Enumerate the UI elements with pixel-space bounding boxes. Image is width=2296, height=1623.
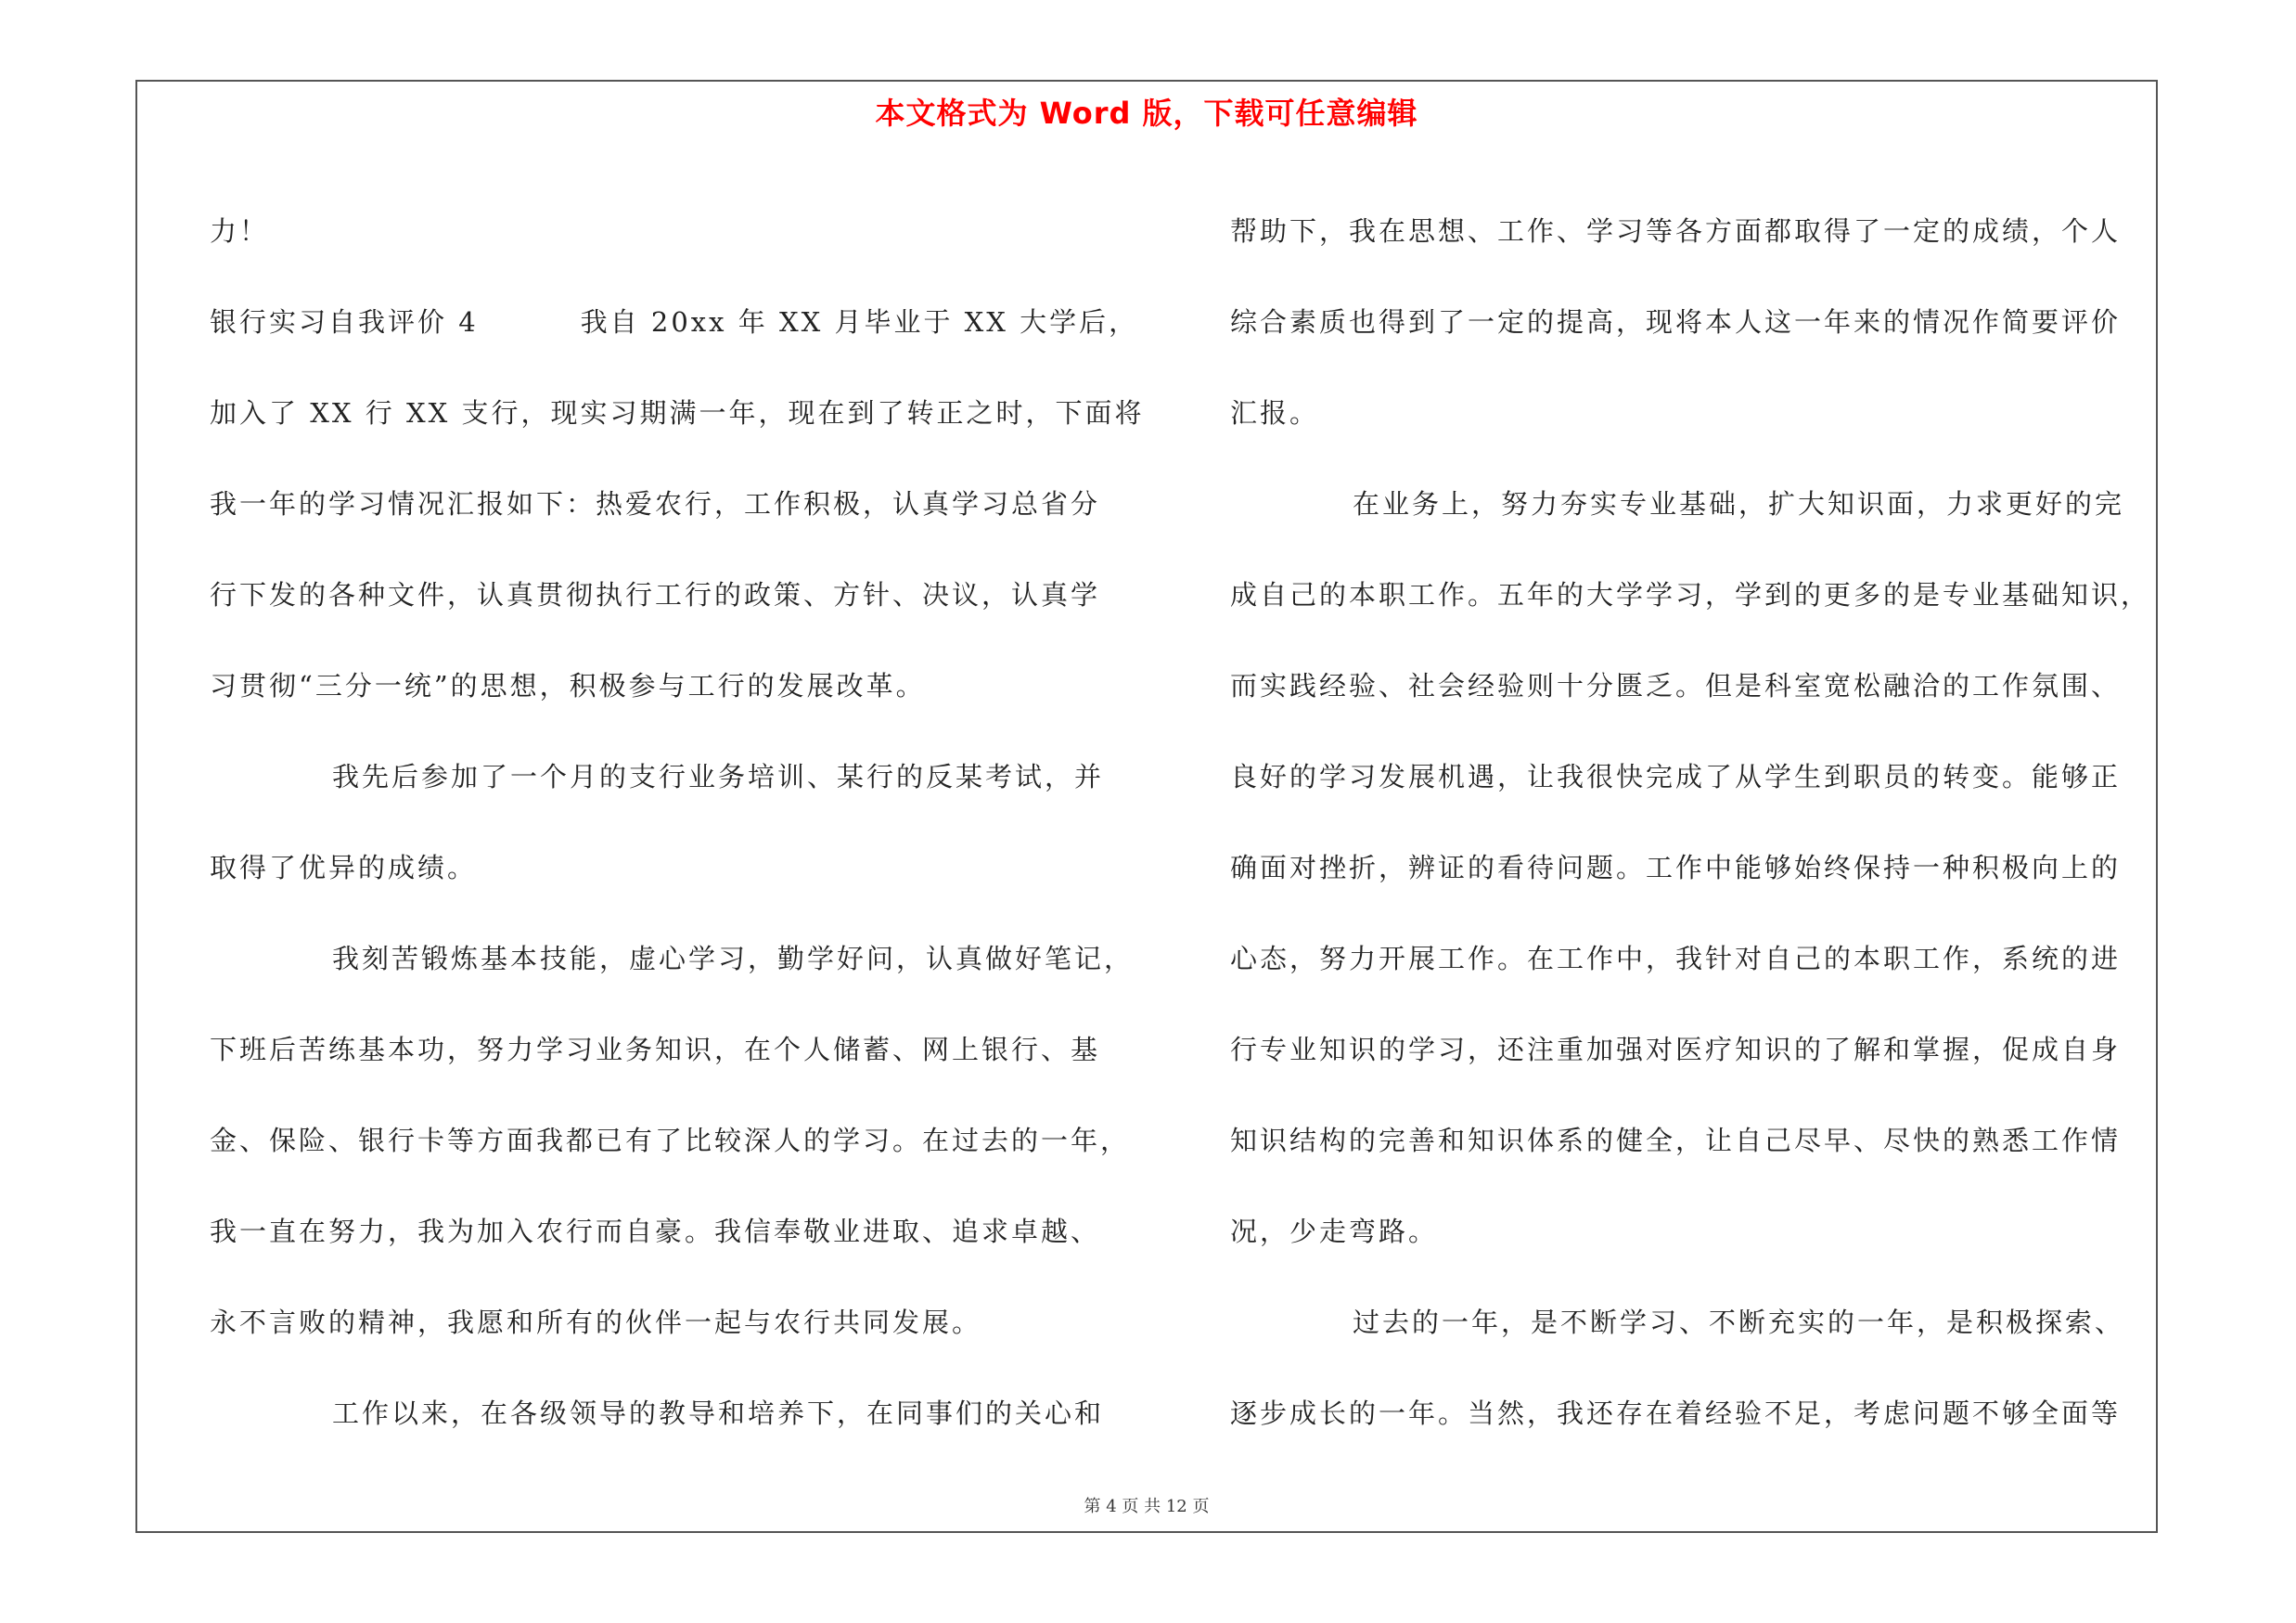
text-line: 确面对挫折，辨证的看待问题。工作中能够始终保持一种积极向上的	[1230, 852, 2122, 883]
text-line: 下班后苦练基本功，努力学习业务知识，在个人储蓄、网上银行、基	[210, 1034, 1101, 1065]
text-line	[210, 1368, 1137, 1459]
text-line	[210, 913, 1137, 1004]
text-line: 知识结构的完善和知识体系的健全，让自己尽早、尽快的熟悉工作情	[1230, 1125, 2122, 1156]
text-line: 习贯彻“三分一统”的思想，积极参与工行的发展改革。	[210, 670, 926, 702]
text-line: 逐步成长的一年。当然，我还存在着经验不足，考虑问题不够全面等	[1230, 1398, 2122, 1429]
text-line: 良好的学习发展机遇，让我很快完成了从学生到职员的转变。能够正	[1230, 761, 2122, 792]
text-line: 而实践经验、社会经验则十分匮乏。但是科室宽松融洽的工作氛围、	[1230, 670, 2122, 702]
text-line	[1230, 458, 2148, 549]
text-line: 金、保险、银行卡等方面我都已有了比较深人的学习。在过去的一年，	[210, 1125, 1131, 1156]
left-text-column	[210, 186, 1145, 1459]
format-banner: 本文格式为 Word 版，下载可任意编辑	[875, 96, 1418, 131]
text-line	[1230, 1277, 2148, 1368]
text-line: 我一年的学习情况汇报如下：热爱农行，工作积极，认真学习总省分	[210, 488, 1101, 520]
paragraph-start: 我刻苦锻炼基本技能，虚心学习，勤学好问，认真做好笔记，	[332, 943, 1135, 974]
paragraph-start: 工作以来，在各级领导的教导和培养下，在同事们的关心和	[332, 1398, 1105, 1429]
text-line: 力！	[210, 215, 270, 247]
right-text-column	[1230, 186, 2151, 1459]
text-line	[210, 277, 1137, 367]
document-page	[135, 80, 2158, 1533]
paragraph-start: 我自 20xx 年 XX 月毕业于 XX 大学后，	[580, 306, 1139, 338]
text-line: 行专业知识的学习，还注重加强对医疗知识的了解和掌握，促成自身	[1230, 1034, 2122, 1065]
text-line: 汇报。	[1230, 397, 1320, 429]
text-line: 永不言败的精神，我愿和所有的伙伴一起与农行共同发展。	[210, 1307, 982, 1338]
page-number: 第 4 页 共 12 页	[1084, 1496, 1210, 1516]
paragraph-start: 我先后参加了一个月的支行业务培训、某行的反某考试，并	[332, 761, 1105, 792]
text-line: 成自己的本职工作。五年的大学学习，学到的更多的是专业基础知识，	[1230, 579, 2151, 611]
text-line: 况，少走弯路。	[1230, 1216, 1439, 1247]
text-line: 心态，努力开展工作。在工作中，我针对自己的本职工作，系统的进	[1230, 943, 2122, 974]
text-line: 综合素质也得到了一定的提高，现将本人这一年来的情况作简要评价	[1230, 306, 2122, 338]
paragraph-start: 过去的一年，是不断学习、不断充实的一年，是积极探索、	[1353, 1307, 2125, 1338]
text-line: 取得了优异的成绩。	[210, 852, 478, 883]
text-line	[210, 731, 1137, 822]
text-line: 行下发的各种文件，认真贯彻执行工行的政策、方针、决议，认真学	[210, 579, 1101, 611]
text-line: 加入了 XX 行 XX 支行，现实习期满一年，现在到了转正之时，下面将	[210, 397, 1145, 429]
text-line: 帮助下，我在思想、工作、学习等各方面都取得了一定的成绩，个人	[1230, 215, 2122, 247]
text-line: 我一直在努力，我为加入农行而自豪。我信奉敬业进取、追求卓越、	[210, 1216, 1101, 1247]
paragraph-start: 在业务上，努力夯实专业基础，扩大知识面，力求更好的完	[1353, 488, 2125, 520]
section-title: 银行实习自我评价 4	[210, 306, 479, 338]
